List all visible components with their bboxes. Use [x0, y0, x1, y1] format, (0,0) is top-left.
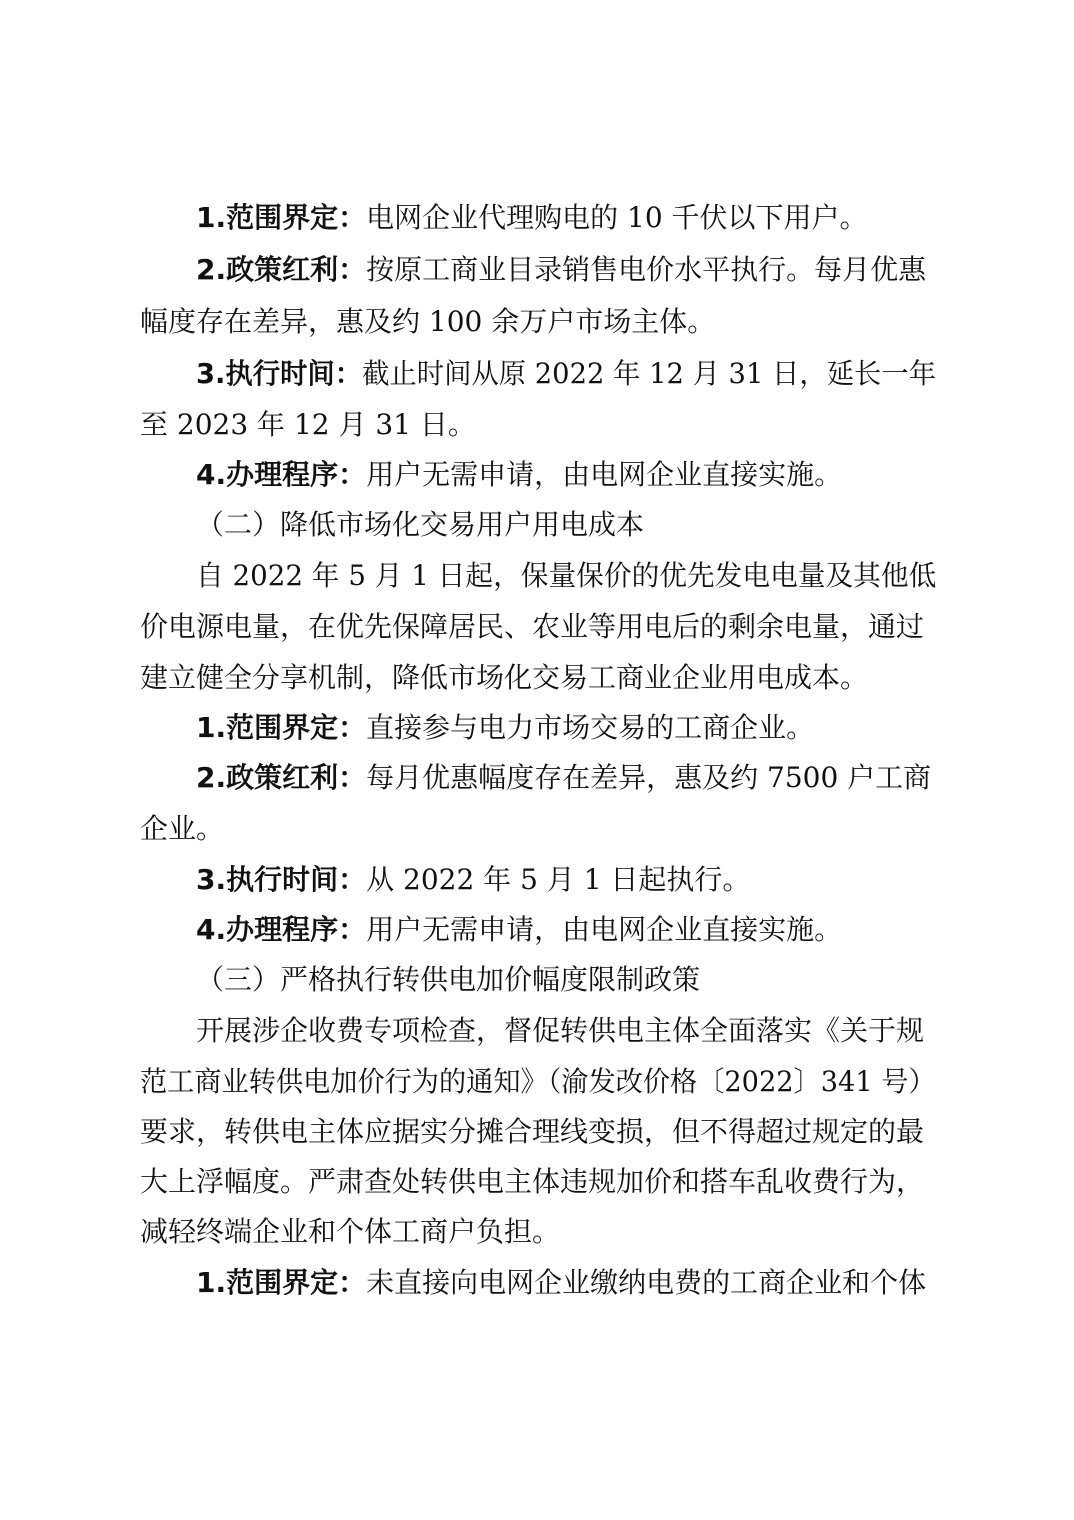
benefit-text-line1: 按原工商业目录销售电价水平执行。每月优惠	[366, 253, 927, 286]
paragraph-body-2-line2: 价电源电量，在优先保障居民、农业等用电后的剩余电量，通过	[140, 610, 925, 643]
time-text-line1: 截止时间从原 2022 年 12 月 31 日，延长一年	[362, 357, 937, 390]
paragraph-time-2	[196, 860, 750, 900]
scope-label: 1.范围界定：	[196, 1266, 367, 1299]
time-text-line2: 至 2023 年 12 月 31 日。	[140, 408, 476, 441]
paragraph-time-1	[196, 354, 936, 394]
benefit-label: 2.政策红利：	[196, 253, 367, 286]
paragraph-body-2-line1: 自 2022 年 5 月 1 日起，保量保价的优先发电电量及其他低	[196, 559, 937, 592]
time-label: 3.执行时间：	[196, 863, 367, 896]
benefit-label: 2.政策红利：	[196, 761, 367, 794]
paragraph-body-2-line3: 建立健全分享机制，降低市场化交易工商业企业用电成本。	[140, 661, 869, 694]
time-label: 3.执行时间：	[196, 357, 363, 390]
procedure-label: 4.办理程序：	[196, 913, 367, 946]
paragraph-body-3-line5: 减轻终端企业和个体工商户负担。	[140, 1215, 561, 1248]
benefit-text-line1: 每月优惠幅度存在差异，惠及约 7500 户工商	[366, 761, 932, 794]
paragraph-body-3-line2: 范工商业转供电加价行为的通知》（渝发改价格〔2022〕341 号）	[140, 1065, 936, 1098]
benefit-text-line2: 企业。	[140, 812, 225, 845]
procedure-text: 用户无需申请，由电网企业直接实施。	[366, 913, 843, 946]
procedure-label: 4.办理程序：	[196, 458, 367, 491]
time-text: 从 2022 年 5 月 1 日起执行。	[366, 863, 751, 896]
paragraph-procedure-1	[196, 455, 842, 495]
paragraph-benefit-1	[196, 250, 926, 290]
scope-text: 直接参与电力市场交易的工商企业。	[366, 711, 815, 744]
paragraph-procedure-2	[196, 910, 842, 950]
scope-text: 未直接向电网企业缴纳电费的工商企业和个体	[366, 1266, 927, 1299]
paragraph-body-3-line3: 要求，转供电主体应据实分摊合理线变损，但不得超过规定的最	[140, 1115, 925, 1148]
scope-label: 1.范围界定：	[196, 711, 367, 744]
section-heading-3: （三）严格执行转供电加价幅度限制政策	[196, 963, 701, 996]
procedure-text: 用户无需申请，由电网企业直接实施。	[366, 458, 843, 491]
scope-text: 电网企业代理购电的 10 千伏以下用户。	[366, 201, 868, 234]
paragraph-scope-2	[196, 708, 814, 748]
scope-label: 1.范围界定：	[196, 201, 367, 234]
paragraph-benefit-2	[196, 758, 931, 798]
paragraph-body-3-line4: 大上浮幅度。严肃查处转供电主体违规加价和搭车乱收费行为，	[140, 1165, 925, 1198]
paragraph-scope-1	[196, 198, 868, 238]
benefit-text-line2: 幅度存在差异，惠及约 100 余万户市场主体。	[140, 305, 716, 338]
paragraph-scope-3	[196, 1263, 926, 1303]
paragraph-body-3-line1: 开展涉企收费专项检查，督促转供电主体全面落实《关于规	[196, 1014, 925, 1047]
section-heading-2: （二）降低市场化交易用户用电成本	[196, 508, 645, 541]
